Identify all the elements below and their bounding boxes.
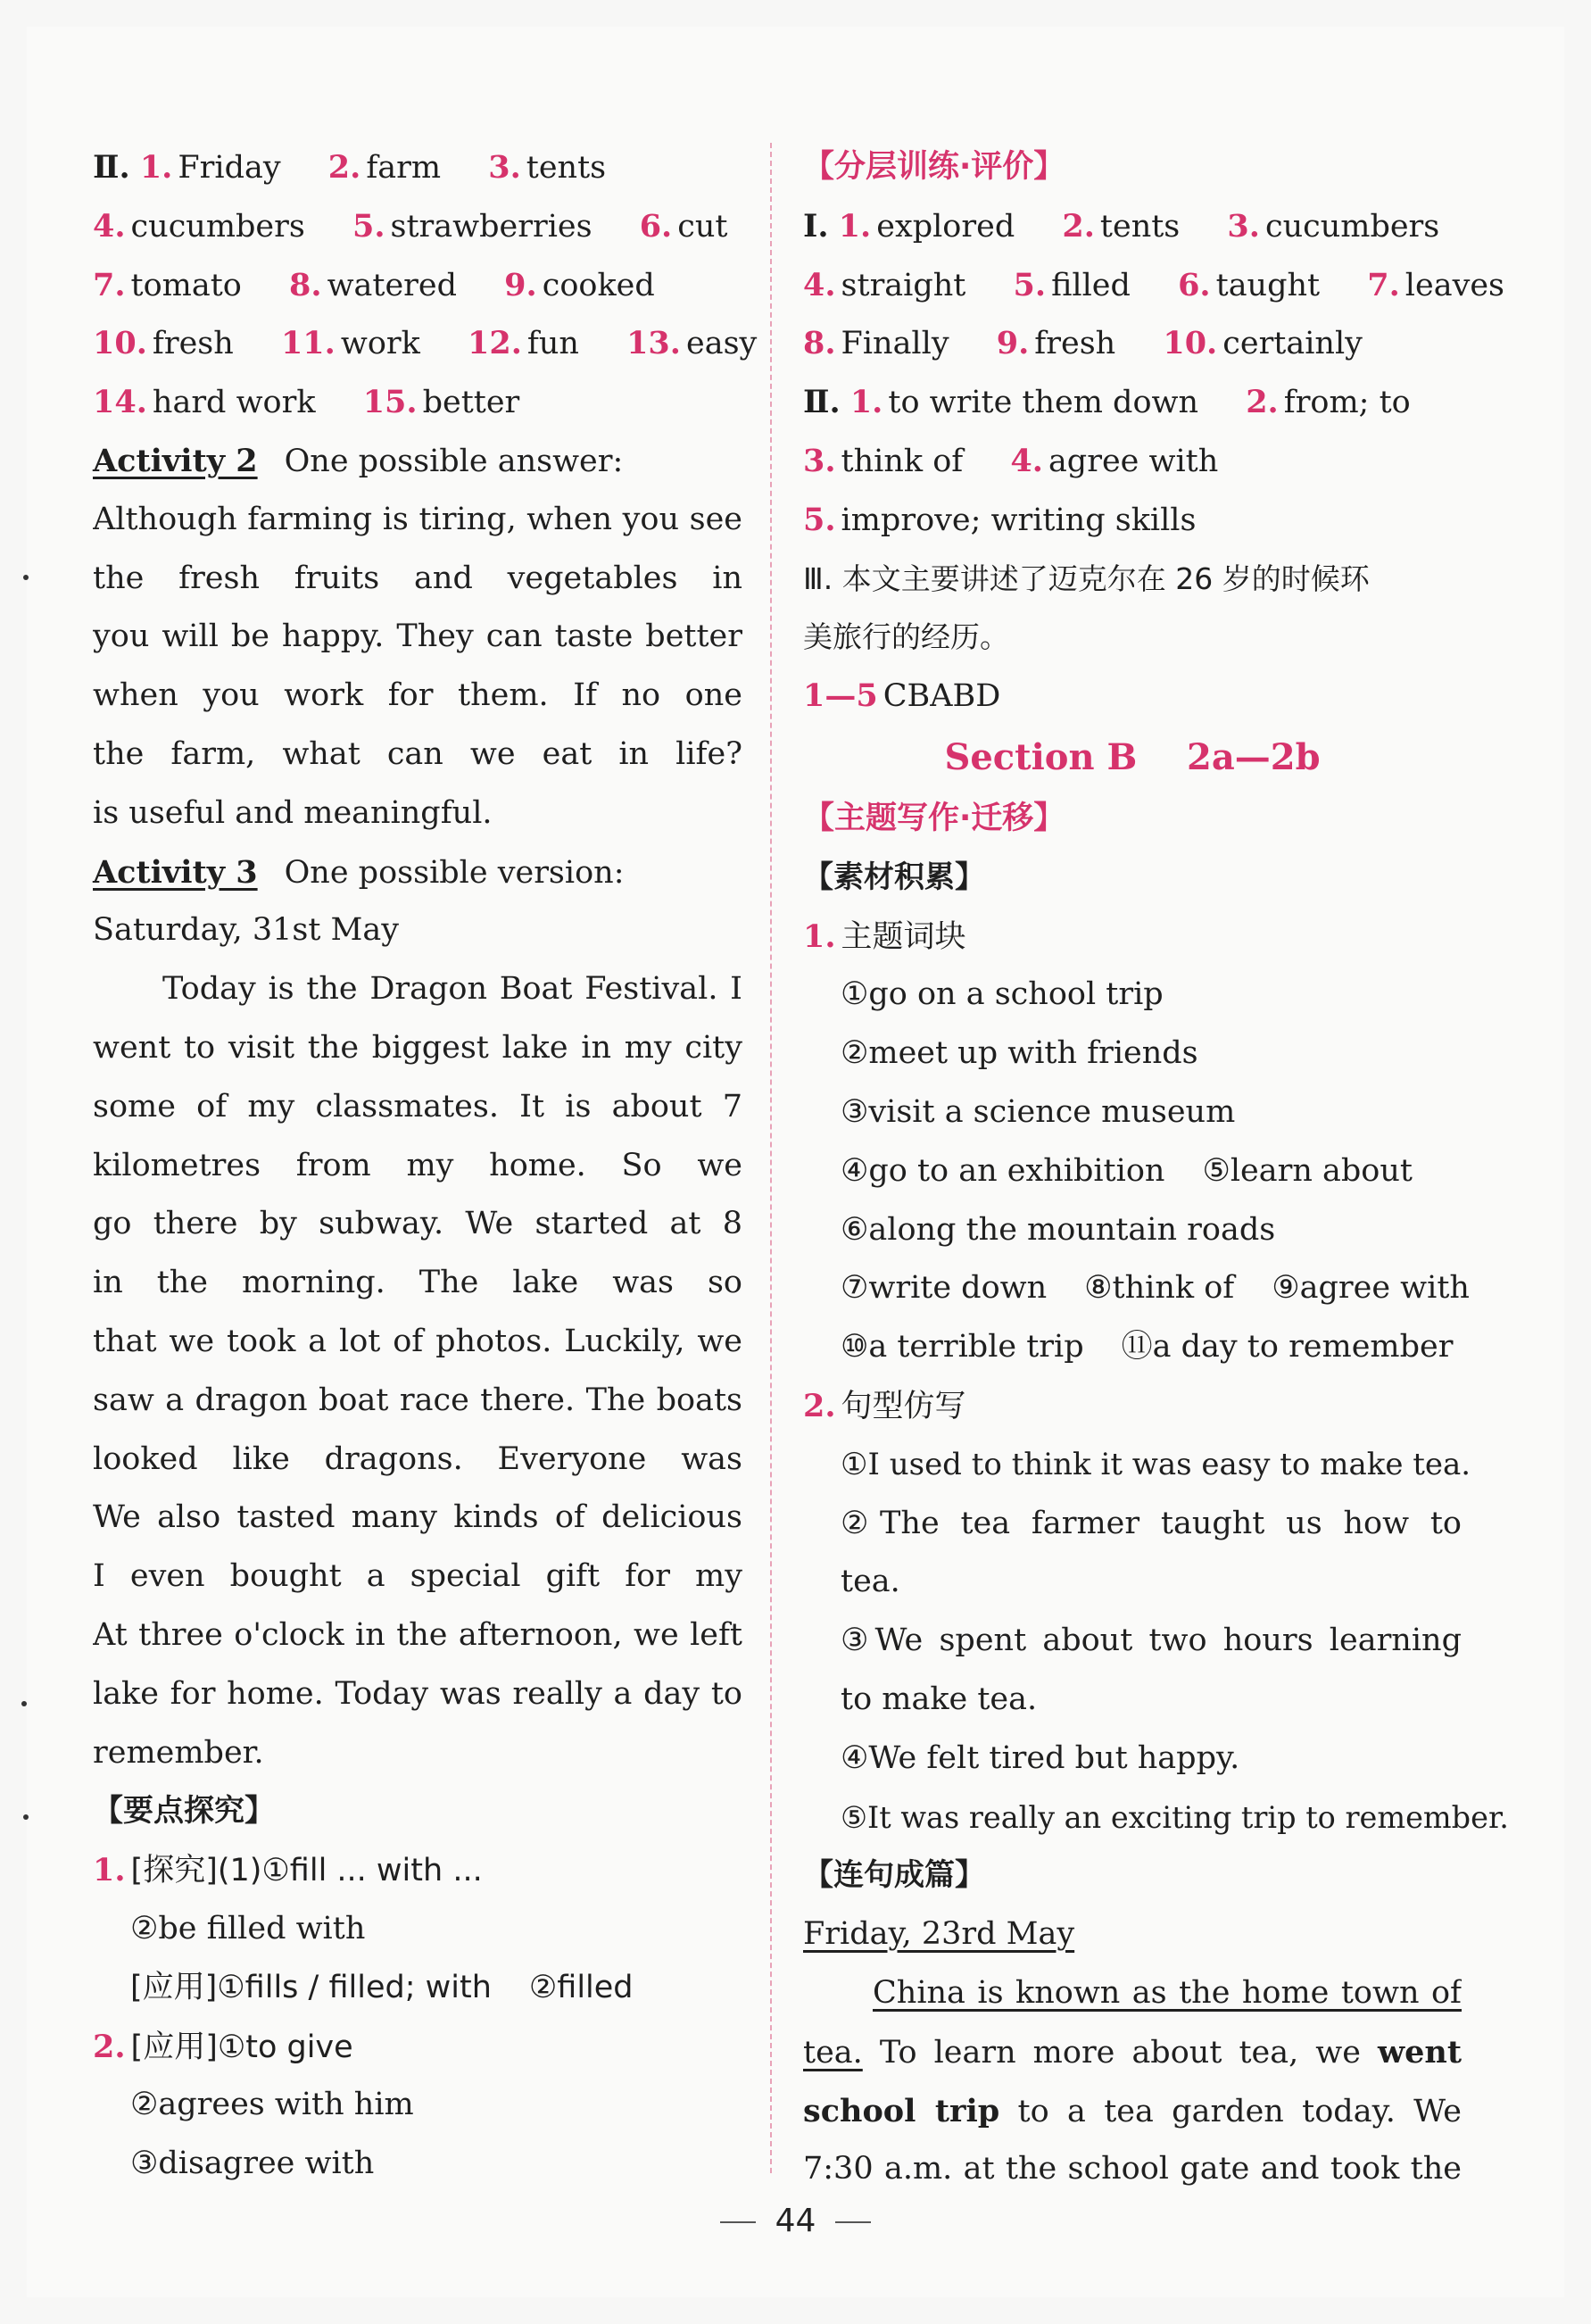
answer-row: Ⅱ. 1. Friday 2. farm 3. tents	[93, 149, 607, 186]
answer-row: Ⅰ. 1. explored 2. tents 3. cucumbers	[803, 207, 1440, 245]
text-line: in the morning. The lake was so	[93, 1265, 742, 1301]
key-point-item: 1. [探究](1)①fill ... with ...	[93, 1852, 483, 1889]
section-heading: 【分层训练·评价】	[803, 149, 1065, 185]
activity-2-heading: Activity 2 One possible answer:	[93, 442, 624, 479]
key-points-heading: 【要点探究】	[93, 1793, 275, 1830]
margin-mark	[23, 1814, 29, 1820]
key-point-item: [应用]①fills / filled; with ②filled	[130, 1969, 634, 2005]
text-line: that we took a lot of photos. Luckily, we	[93, 1323, 742, 1359]
subsection-heading: 【素材积累】	[803, 859, 985, 895]
chunk-line: ①go on a school trip	[841, 976, 1164, 1013]
summary-line: Ⅲ. 本文主要讲述了迈克尔在 26 岁的时候环	[803, 560, 1370, 596]
section-title: Section B 2a—2b	[944, 735, 1321, 778]
text-line: looked like dragons. Everyone was	[93, 1440, 742, 1477]
answer-row: 14. hard work 15. better	[93, 384, 520, 421]
chunk-line: ④go to an exhibition ⑤learn about	[841, 1152, 1413, 1189]
sentence-line: to make tea.	[841, 1681, 1038, 1717]
list-heading: 2. 句型仿写	[803, 1387, 966, 1424]
text-line: lake for home. Today was really a day to	[93, 1675, 742, 1712]
text-line: We also tasted many kinds of delicious	[93, 1499, 742, 1536]
essay-date: Friday, 23rd May	[803, 1916, 1075, 1953]
chunk-line: ⑥along the mountain roads	[841, 1211, 1276, 1248]
text-line: At three o'clock in the afternoon, we left	[93, 1616, 742, 1653]
answer-row: 4. straight 5. filled 6. taught 7. leaves	[803, 266, 1505, 303]
text-line: some of my classmates. It is about 7	[93, 1088, 742, 1125]
list-heading: 1. 主题词块	[803, 917, 966, 955]
sentence-line: tea.	[841, 1564, 900, 1600]
chunk-line: ⑩a terrible trip ⑪a day to remember	[841, 1329, 1454, 1365]
text-line: I even bought a special gift for my	[93, 1558, 742, 1595]
text-line: saw a dragon boat race there. The boats	[93, 1382, 742, 1418]
essay-line: China is known as the home town of	[873, 1974, 1462, 2011]
sentence-line: ④We felt tired but happy.	[841, 1739, 1240, 1776]
text-line: the farm, what can we eat in life?	[93, 735, 742, 772]
essay-line: school trip to a tea garden today. We	[803, 2092, 1462, 2129]
text-line: the fresh fruits and vegetables in	[93, 560, 742, 596]
activity-3-heading: Activity 3 One possible version:	[93, 853, 625, 891]
text-line: went to visit the biggest lake in my city	[93, 1029, 742, 1066]
text-line: kilometres from my home. So we	[93, 1147, 742, 1183]
text-line: go there by subway. We started at 8	[93, 1206, 742, 1242]
essay-line: tea. To learn more about tea, we went	[803, 2033, 1462, 2071]
answer-row: 5. improve; writing skills	[803, 501, 1197, 538]
sentence-line: ①I used to think it was easy to make tea.	[841, 1446, 1471, 1482]
key-point-item: 2. [应用]①to give	[93, 2028, 353, 2065]
subsection-heading: 【连句成篇】	[803, 1857, 985, 1894]
answer-row: 1—5 CBABD	[803, 677, 1001, 715]
diary-date: Saturday, 31st May	[93, 912, 399, 949]
chunk-line: ②meet up with friends	[841, 1035, 1198, 1072]
margin-mark	[21, 1701, 27, 1706]
sentence-line: ⑤It was really an exciting trip to remember.	[841, 1799, 1509, 1835]
answer-row: 8. Finally 9. fresh 10. certainly	[803, 325, 1363, 362]
right-column	[803, 138, 1509, 2199]
chunk-line: ⑦write down ⑧think of ⑨agree with	[841, 1270, 1470, 1307]
answer-row: 3. think of 4. agree with	[803, 442, 1219, 479]
key-point-item: ②agrees with him	[130, 2087, 414, 2123]
chunk-line: ③visit a science museum	[841, 1093, 1236, 1130]
text-line: is useful and meaningful.	[93, 794, 493, 831]
text-line: you will be happy. They can taste better	[93, 618, 742, 655]
margin-mark	[23, 575, 29, 580]
text-line: remember.	[93, 1734, 264, 1771]
summary-line: 美旅行的经历。	[803, 619, 1009, 655]
page-number: 44	[0, 2203, 1591, 2239]
sentence-line: ③We spent about two hours learning	[841, 1623, 1462, 1659]
answer-row: Ⅱ. 1. to write them down 2. from; to	[803, 384, 1411, 421]
text-line: when you work for them. If no one	[93, 677, 742, 714]
essay-line: 7:30 a.m. at the school gate and took the	[803, 2151, 1462, 2187]
left-column	[93, 138, 758, 2194]
section-heading: 【主题写作·迁移】	[803, 800, 1065, 836]
answer-row: 4. cucumbers 5. strawberries 6. cut	[93, 207, 728, 245]
key-point-item: ③disagree with	[130, 2146, 375, 2182]
column-divider	[770, 143, 772, 2173]
answer-row: 7. tomato 8. watered 9. cooked	[93, 266, 655, 303]
answer-row: 10. fresh 11. work 12. fun 13. easy	[93, 325, 758, 362]
key-point-item: ②be filled with	[130, 1910, 366, 1946]
text-line: Today is the Dragon Boat Festival. I	[162, 971, 742, 1008]
sentence-line: ②The tea farmer taught us how to	[841, 1505, 1462, 1541]
text-line: Although farming is tiring, when you see	[93, 501, 742, 537]
